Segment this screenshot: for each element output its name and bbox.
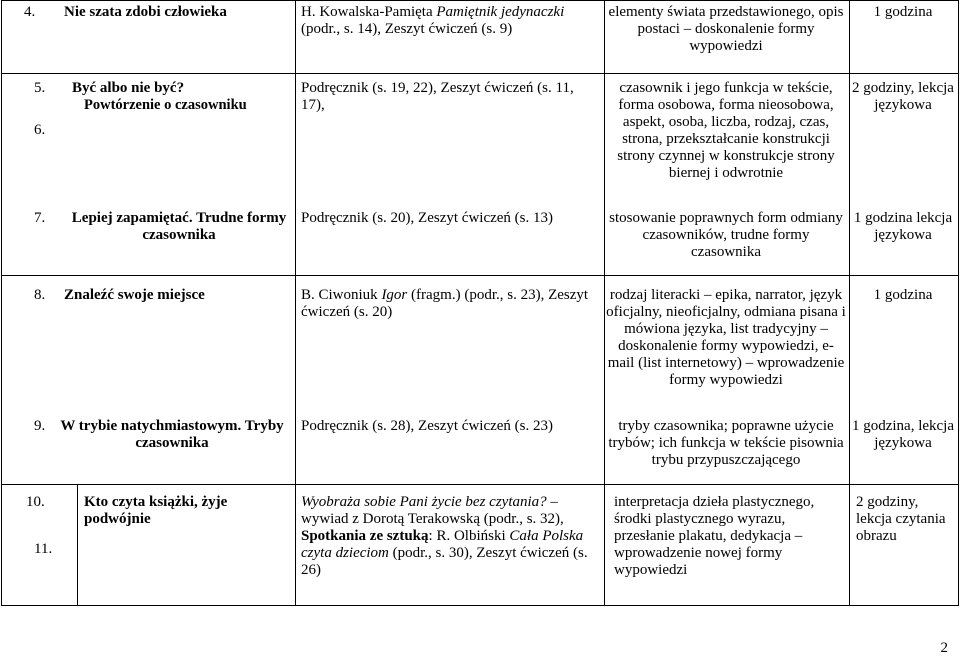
column-divider	[958, 0, 959, 606]
lesson-content: tryby czasownika; poprawne użycie trybów; ich funkcja w tekście pisownia trybu przypuszczającego	[608, 418, 844, 468]
lesson-source: B. Ciwoniuk Igor (fragm.) (podr., s. 23), Zeszyt ćwiczeń (s. 20)	[301, 287, 589, 320]
lesson-content: stosowanie poprawnych form odmiany czasowników, trudne formy czasownika	[609, 210, 843, 260]
row-divider	[1, 73, 959, 74]
lesson-number: 11.	[34, 541, 53, 557]
lesson-content: elementy świata przedstawionego, opis postaci – doskonalenie formy wypowiedzi	[608, 4, 844, 54]
lesson-hours: 1 godzina	[873, 287, 933, 303]
lesson-number: 4.	[24, 4, 36, 20]
lesson-title: Znaleźć swoje miejsce	[64, 287, 205, 303]
row-divider	[1, 275, 959, 276]
row-divider	[1, 484, 959, 485]
column-divider	[849, 0, 850, 606]
lesson-number: 5.	[34, 80, 46, 96]
lesson-hours: 2 godziny, lekcja językowa	[852, 80, 954, 113]
column-divider	[1, 0, 2, 606]
lesson-source: Wyobraża sobie Pani życie bez czytania? – wywiad z Dorotą Terakowską (podr., s. 32), Spotkania ze sztuką: R. Olbiński Cała Polska czyta dzieciom (podr., s. 30), Zeszyt ćwiczeń (s. 26)	[301, 494, 588, 578]
lesson-hours: 2 godziny, lekcja czytania obrazu	[856, 494, 946, 544]
column-divider	[295, 0, 296, 606]
lesson-number: 6.	[34, 122, 46, 138]
lesson-content: rodzaj literacki – epika, narrator, język oficjalny, nieoficjalny, odmiana pisana i mówiona języka, list tradycyjny – doskonalenie formy wypowiedzi, e-mail (list internetowy) – wprowadzenie formy wypowiedzi	[606, 287, 846, 388]
lesson-title: W trybie natychmiastowym. Tryby czasownika	[60, 418, 284, 451]
lesson-subtitle: Powtórzenie o czasowniku	[84, 97, 247, 113]
lesson-title: Nie szata zdobi człowieka	[64, 4, 227, 20]
lesson-number: 10.	[26, 494, 45, 510]
row-divider	[1, 0, 959, 1]
lesson-title: Kto czyta książki, żyje podwójnie	[84, 494, 228, 527]
row-divider	[1, 605, 959, 606]
lesson-title: Być albo nie być?	[72, 80, 185, 96]
lesson-number: 7.	[34, 210, 46, 226]
lesson-content: czasownik i jego funkcja w tekście, forma osobowa, forma nieosobowa, aspekt, osoba, liczba, rodzaj, czas, strona, przekształcanie konstrukcji strony czynnej w konstrukcje strony biernej i odwrotnie	[617, 80, 835, 181]
lesson-title: Lepiej zapamiętać. Trudne formy czasownika	[71, 210, 287, 243]
lesson-source: Podręcznik (s. 28), Zeszyt ćwiczeń (s. 23)	[301, 418, 553, 434]
lesson-hours: 1 godzina	[873, 4, 933, 20]
lesson-source: Podręcznik (s. 19, 22), Zeszyt ćwiczeń (s. 11, 17),	[301, 80, 574, 113]
lesson-hours: 1 godzina, lekcja językowa	[851, 418, 955, 451]
lesson-source: H. Kowalska-Pamięta Pamiętnik jedynaczki (podr., s. 14), Zeszyt ćwiczeń (s. 9)	[301, 4, 565, 37]
lesson-source: Podręcznik (s. 20), Zeszyt ćwiczeń (s. 13)	[301, 210, 553, 226]
lesson-content: interpretacja dzieła plastycznego, środki plastycznego wyrazu, przesłanie plakatu, dedykacja – wprowadzenie nowej formy wypowiedzi	[614, 494, 815, 578]
lesson-hours: 1 godzina lekcja językowa	[853, 210, 953, 243]
column-divider	[604, 0, 605, 606]
column-divider	[77, 484, 78, 606]
page-number: 2	[940, 640, 948, 656]
lesson-number: 8.	[34, 287, 46, 303]
lesson-number: 9.	[34, 418, 46, 434]
